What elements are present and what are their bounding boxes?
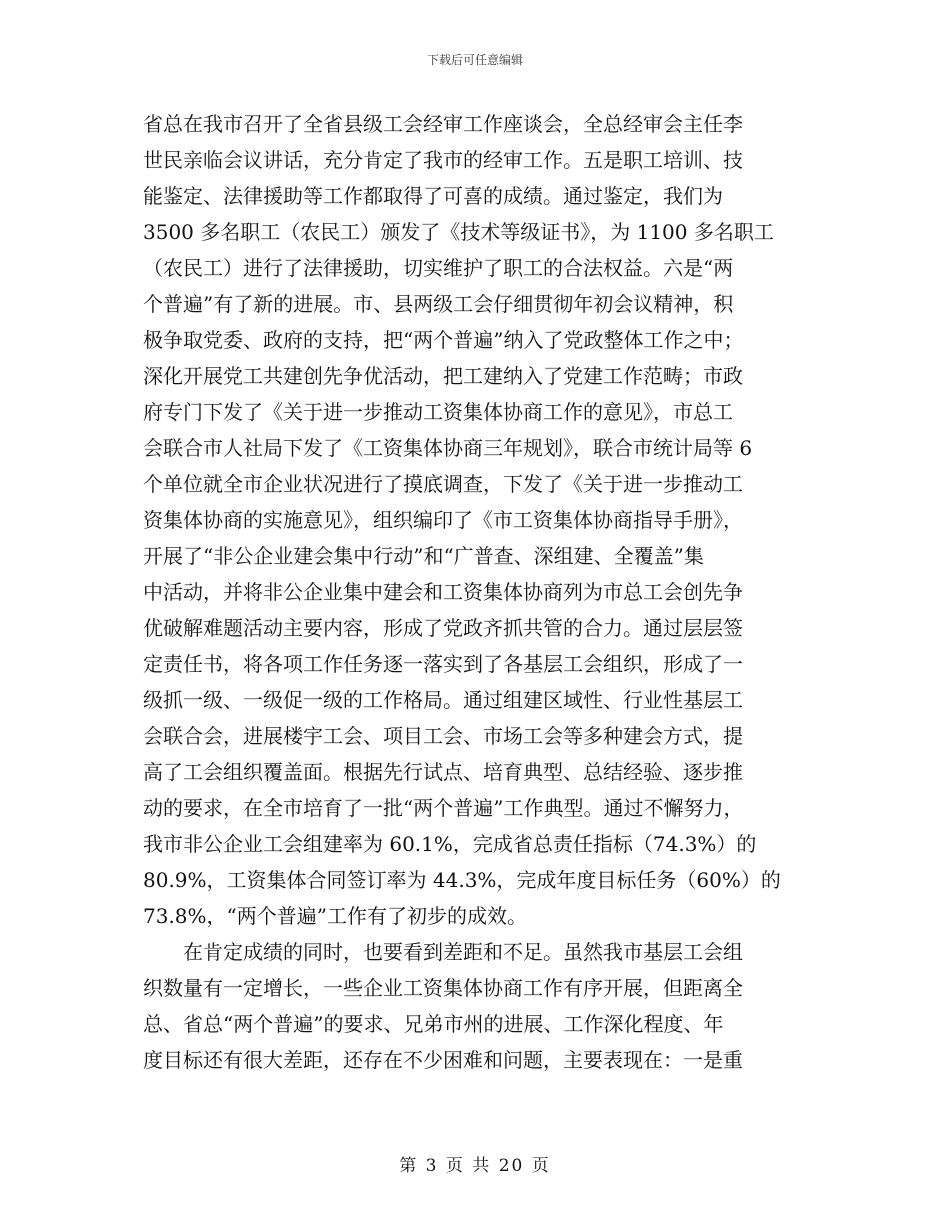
paragraph [143,106,813,934]
text-line: 定责任书，将各项工作任务逐一落实到了各基层工会组织，形成了一 [143,652,743,676]
text-line: 高了工会组织覆盖面。根据先行试点、培育典型、总结经验、逐步推 [143,760,743,784]
text-line: 80.9%，工资集体合同签订率为 44.3%，完成年度目标任务（60%）的 [143,868,781,892]
document-body [143,106,813,1078]
text-line: 会联合会，进展楼宇工会、项目工会、市场工会等多种建会方式，提 [143,724,743,748]
text-line: 世民亲临会议讲话，充分肯定了我市的经审工作。五是职工培训、技 [143,148,743,172]
text-line: 中活动，并将非公企业集中建会和工资集体协商列为市总工会创先争 [143,580,743,604]
text-line: 度目标还有很大差距，还存在不少困难和问题，主要表现在：一是重 [143,1048,743,1072]
text-line: 开展了“非公企业建会集中行动”和“广普查、深组建、全覆盖”集 [143,544,704,568]
text-line: 动的要求，在全市培育了一批“两个普遍”工作典型。通过不懈努力， [143,796,744,820]
page-footer: 第 3 页 共 20 页 [399,1156,551,1176]
text-line: 资集体协商的实施意见》，组织编印了《市工资集体协商指导手册》， [143,508,743,532]
text-line: （农民工）进行了法律援助，切实维护了职工的合法权益。六是“两 [143,256,734,280]
text-line: 能鉴定、法律援助等工作都取得了可喜的成绩。通过鉴定，我们为 [143,184,723,208]
text-line: 个单位就全市企业状况进行了摸底调查，下发了《关于进一步推动工 [143,472,743,496]
paragraph [143,934,813,1078]
text-line: 3500 多名职工（农民工）颁发了《技术等级证书》，为 1100 多名职工 [143,220,774,244]
text-line: 优破解难题活动主要内容，形成了党政齐抓共管的合力。通过层层签 [143,616,743,640]
text-line: 个普遍”有了新的进展。市、县两级工会仔细贯彻年初会议精神，积 [143,292,734,316]
text-line: 府专门下发了《关于进一步推动工资集体协商工作的意见》，市总工 [143,400,733,424]
text-line: 总、省总“两个普遍”的要求、兄弟市州的进展、工作深化程度、年 [143,1012,724,1036]
text-line: 我市非公企业工会组建率为 60.1%，完成省总责任指标（74.3%）的 [143,832,757,856]
page-header: 下载后可任意编辑 [426,53,523,67]
text-line: 省总在我市召开了全省县级工会经审工作座谈会，全总经审会主任李 [143,112,743,136]
text-line: 73.8%，“两个普遍”工作有了初步的成效。 [143,904,527,928]
text-line: 织数量有一定增长，一些企业工资集体协商工作有序开展，但距离全 [143,976,743,1000]
text-line: 深化开展党工共建创先争优活动，把工建纳入了党建工作范畴；市政 [143,364,743,388]
text-line: 级抓一级、一级促一级的工作格局。通过组建区域性、行业性基层工 [143,688,743,712]
text-line: 在肯定成绩的同时，也要看到差距和不足。虽然我市基层工会组 [183,940,743,964]
text-line: 会联合市人社局下发了《工资集体协商三年规划》，联合市统计局等 6 [143,436,753,460]
text-line: 极争取党委、政府的支持，把“两个普遍”纳入了党政整体工作之中； [143,328,744,352]
